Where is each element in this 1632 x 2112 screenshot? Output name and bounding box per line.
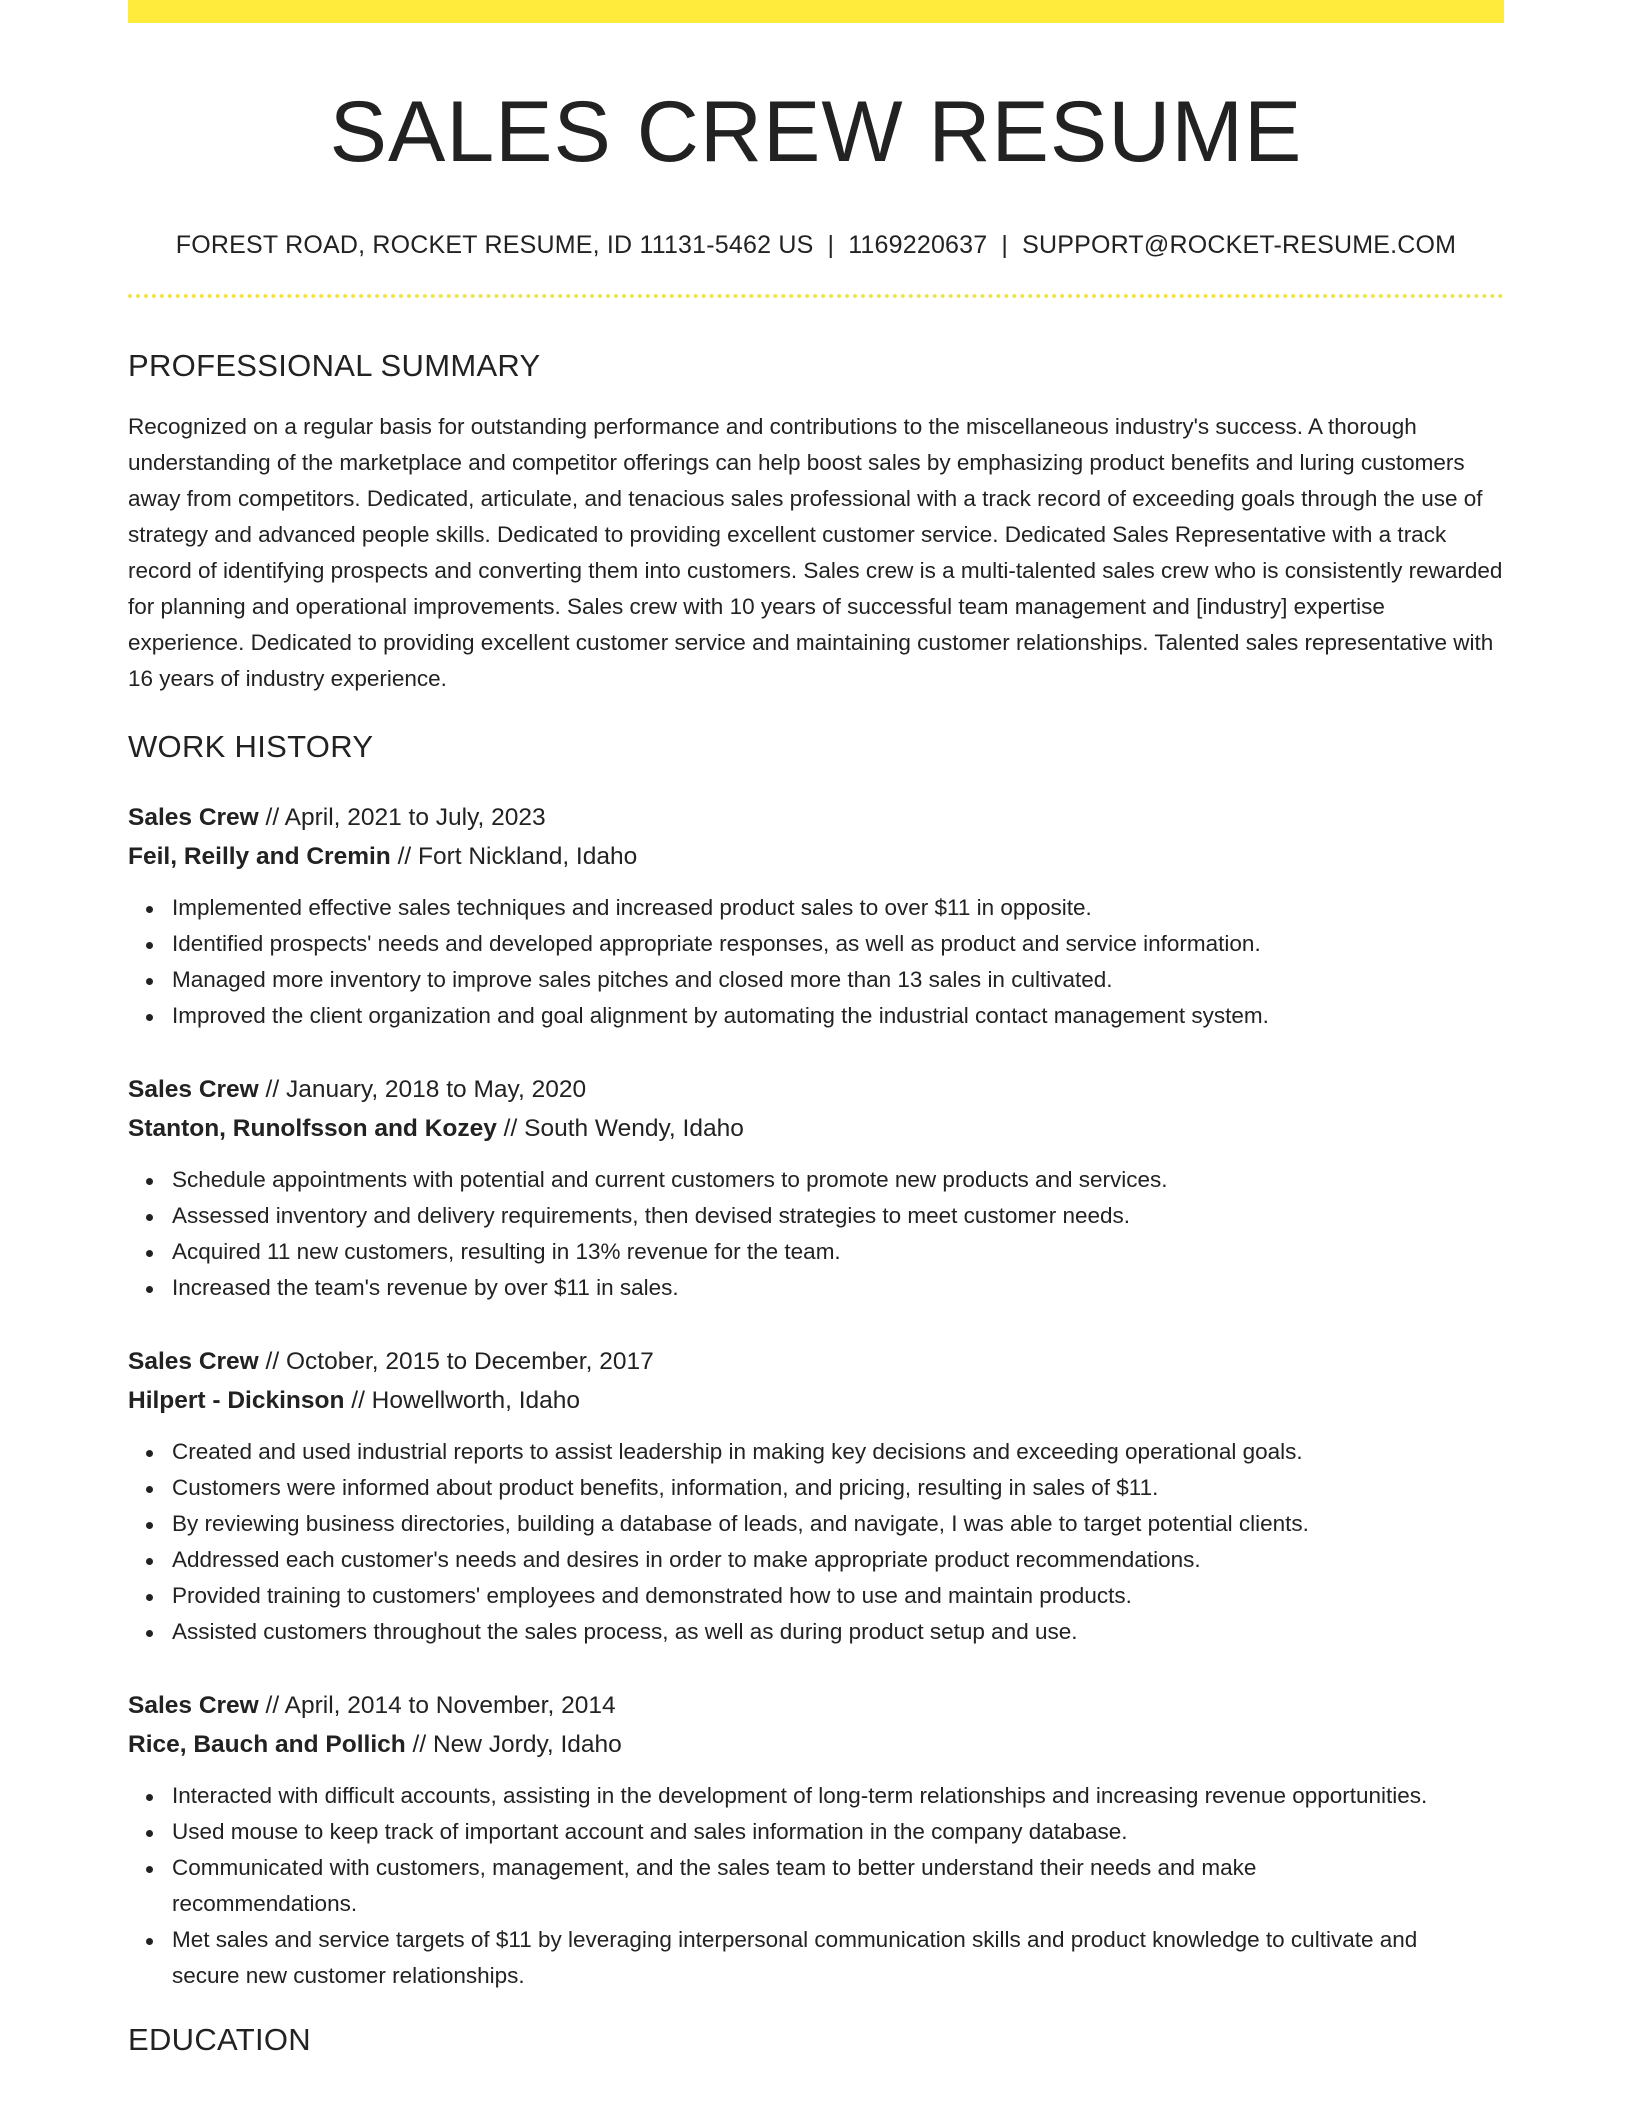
contact-address: FOREST ROAD, ROCKET RESUME, ID 11131-5462 US: [175, 231, 814, 259]
dotted-divider: [128, 294, 1504, 298]
job-title: Sales Crew: [128, 1076, 259, 1103]
job-bullet: Acquired 11 new customers, resulting in 13% revenue for the team.: [172, 1234, 1504, 1270]
job-bullet: Increased the team's revenue by over $11 in sales.: [172, 1270, 1504, 1306]
job-dates: // October, 2015 to December, 2017: [258, 1348, 654, 1375]
accent-top-bar: [128, 0, 1504, 23]
job-entry: [128, 1342, 1504, 1650]
job-bullet: Implemented effective sales techniques and increased product sales to over $11 in opposite.: [172, 890, 1504, 926]
work-history-heading: WORK HISTORY: [128, 729, 374, 764]
job-company-line: [128, 837, 1504, 876]
job-company: Rice, Bauch and Pollich: [128, 1731, 406, 1758]
job-company: Hilpert - Dickinson: [128, 1387, 345, 1414]
job-company: Stanton, Runolfsson and Kozey: [128, 1115, 497, 1142]
job-location: // New Jordy, Idaho: [405, 1731, 622, 1758]
job-title-line: [128, 1070, 1504, 1109]
job-bullet-list: [128, 1162, 1504, 1306]
job-dates: // April, 2021 to July, 2023: [258, 804, 546, 831]
job-bullet-list: [128, 1778, 1504, 1994]
job-bullet: Interacted with difficult accounts, assisting in the development of long-term relationships and increasing revenue opportunities.: [172, 1778, 1504, 1814]
job-location: // South Wendy, Idaho: [496, 1115, 744, 1142]
job-bullet: Managed more inventory to improve sales pitches and closed more than 13 sales in cultivated.: [172, 962, 1504, 998]
resume-page: [128, 0, 1504, 2081]
job-bullet: Schedule appointments with potential and current customers to promote new products and services.: [172, 1162, 1504, 1198]
contact-separator: |: [827, 231, 835, 259]
work-history-list: [128, 798, 1504, 1994]
job-bullet: Addressed each customer's needs and desires in order to make appropriate product recommendations.: [172, 1542, 1504, 1578]
job-bullet: Created and used industrial reports to assist leadership in making key decisions and exceeding operational goals.: [172, 1434, 1504, 1470]
job-entry: [128, 1070, 1504, 1306]
job-bullet: Provided training to customers' employees and demonstrated how to use and maintain products.: [172, 1578, 1504, 1614]
job-location: // Howellworth, Idaho: [344, 1387, 581, 1414]
job-company-line: [128, 1109, 1504, 1148]
education-heading: EDUCATION: [128, 2022, 311, 2057]
job-title-line: [128, 1342, 1504, 1381]
job-title: Sales Crew: [128, 1348, 259, 1375]
job-location: // Fort Nickland, Idaho: [390, 843, 638, 870]
summary-text: Recognized on a regular basis for outstanding performance and contributions to the miscellaneous industry's success. A thorough understanding of the marketplace and competitor offerings can help boost sales by emphasizing product benefits and luring customers away from competitors. Dedicated, articulate, and tenacious sales professional with a track record of exceeding goals through the use of strategy and advanced people skills. Dedicated to providing excellent customer service. Dedicated Sales Representative with a track record of identifying prospects and converting them into customers. Sales crew is a multi-talented sales crew who is consistently rewarded for planning and operational improvements. Sales crew with 10 years of successful team management and [industry] expertise experience. Dedicated to providing excellent customer service and maintaining customer relationships. Talented sales representative with 16 years of industry experience.: [128, 414, 1503, 691]
job-bullet: Used mouse to keep track of important account and sales information in the company database.: [172, 1814, 1504, 1850]
job-title-line: [128, 1686, 1504, 1725]
job-entry: [128, 798, 1504, 1034]
job-title-line: [128, 798, 1504, 837]
job-bullet: Assessed inventory and delivery requirements, then devised strategies to meet customer needs.: [172, 1198, 1504, 1234]
job-bullet: Assisted customers throughout the sales process, as well as during product setup and use.: [172, 1614, 1504, 1650]
contact-email: SUPPORT@ROCKET-RESUME.COM: [1022, 231, 1457, 259]
resume-title: SALES CREW RESUME: [329, 84, 1303, 180]
job-bullet: Communicated with customers, management, and the sales team to better understand their needs and make recommendations.: [172, 1850, 1504, 1922]
contact-separator: |: [1001, 231, 1009, 259]
job-bullet: By reviewing business directories, building a database of leads, and navigate, I was able to target potential clients.: [172, 1506, 1504, 1542]
job-bullet-list: [128, 890, 1504, 1034]
job-entry: [128, 1686, 1504, 1994]
job-dates: // April, 2014 to November, 2014: [258, 1692, 616, 1719]
contact-line: [128, 230, 1504, 260]
job-dates: // January, 2018 to May, 2020: [258, 1076, 587, 1103]
summary-heading: PROFESSIONAL SUMMARY: [128, 348, 541, 383]
job-title: Sales Crew: [128, 804, 259, 831]
job-bullet: Customers were informed about product benefits, information, and pricing, resulting in sales of $11.: [172, 1470, 1504, 1506]
job-bullet-list: [128, 1434, 1504, 1650]
job-bullet: Identified prospects' needs and developed appropriate responses, as well as product and service information.: [172, 926, 1504, 962]
job-bullet: Met sales and service targets of $11 by leveraging interpersonal communication skills and product knowledge to cultivate and secure new customer relationships.: [172, 1922, 1504, 1994]
contact-phone: 1169220637: [848, 231, 988, 259]
job-company: Feil, Reilly and Cremin: [128, 843, 391, 870]
job-bullet: Improved the client organization and goal alignment by automating the industrial contact management system.: [172, 998, 1504, 1034]
job-company-line: [128, 1381, 1504, 1420]
job-company-line: [128, 1725, 1504, 1764]
job-title: Sales Crew: [128, 1692, 259, 1719]
